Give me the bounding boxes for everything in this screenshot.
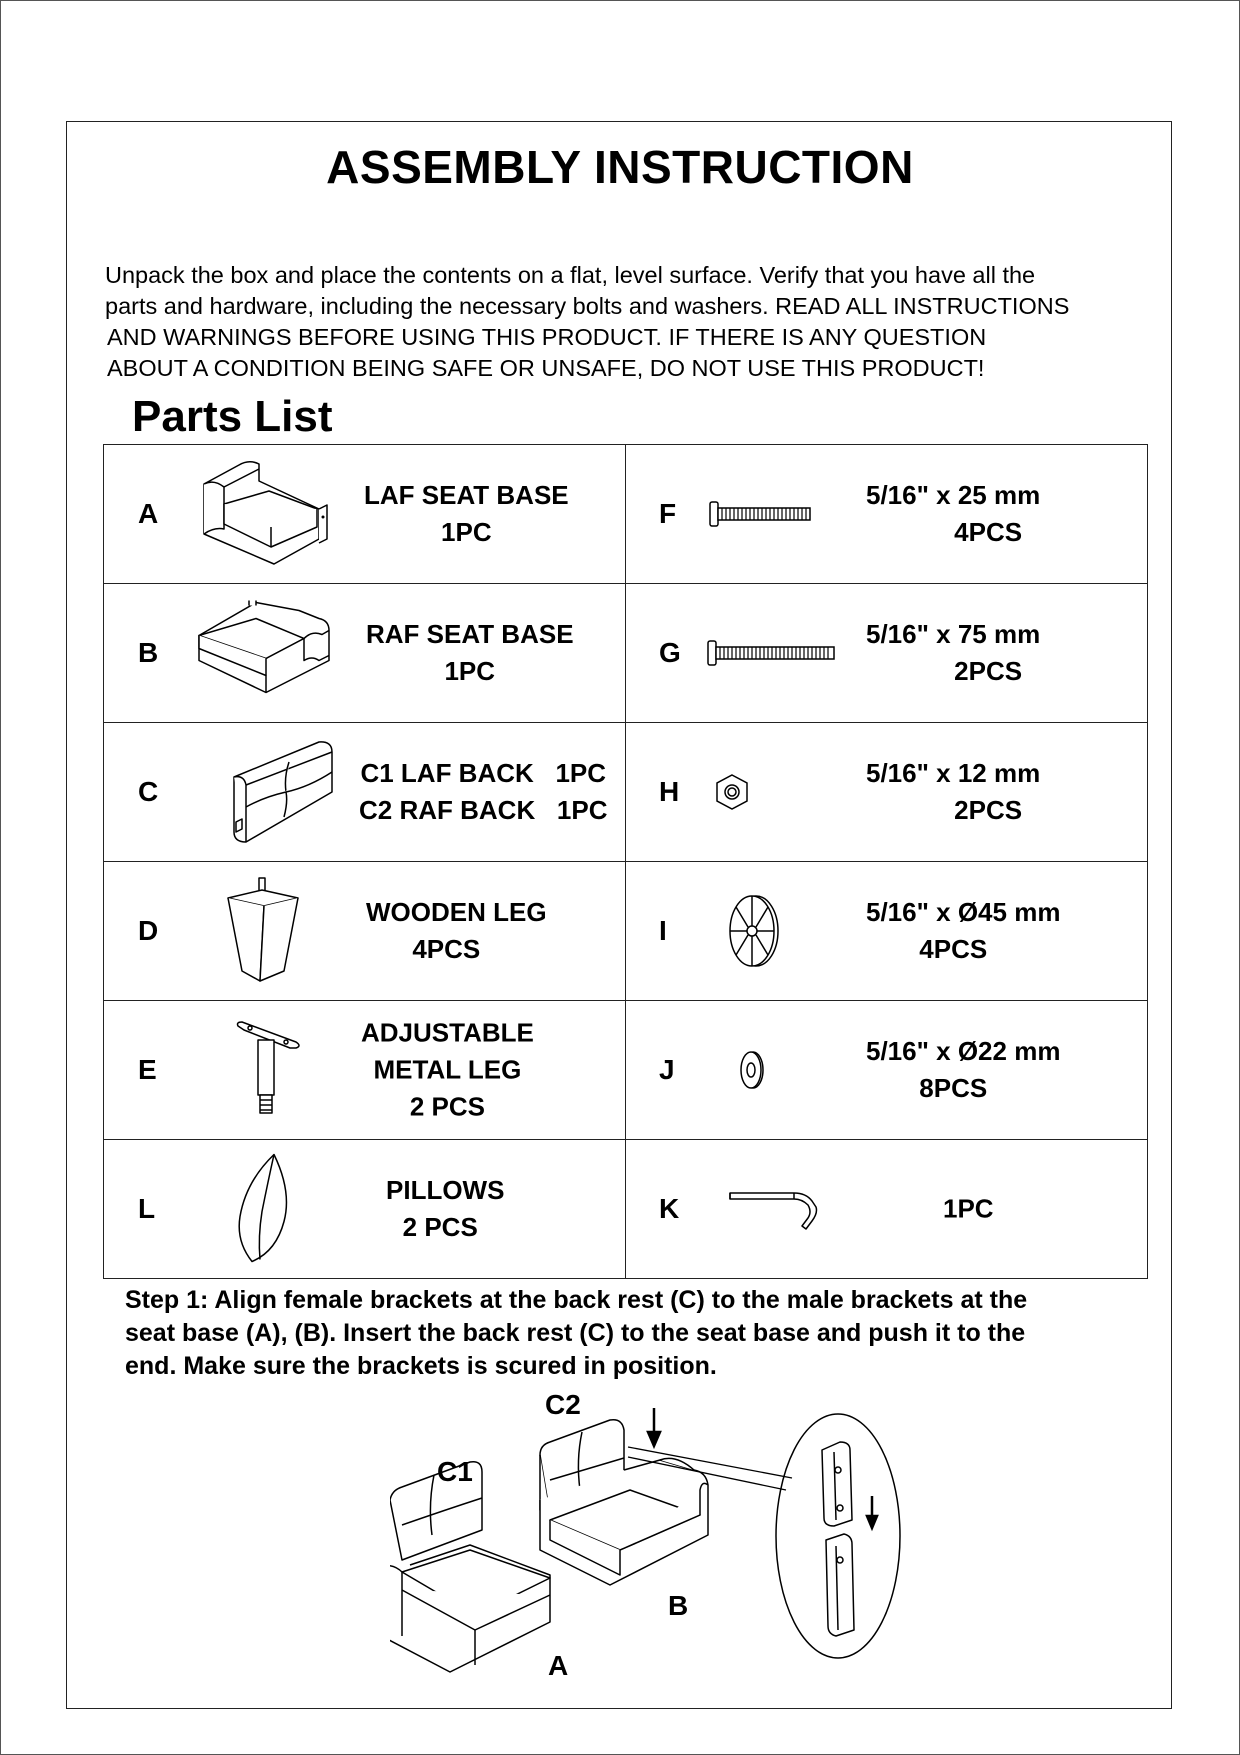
part-desc bbox=[366, 894, 547, 968]
part-qty: 2 PCS bbox=[402, 1212, 478, 1242]
part-desc bbox=[361, 1015, 534, 1126]
part-qty: 4PCS bbox=[954, 517, 1023, 547]
part-name: METAL LEG bbox=[373, 1054, 522, 1085]
part-letter: H bbox=[659, 776, 680, 807]
part-desc bbox=[366, 616, 574, 690]
part-letter: L bbox=[138, 1193, 156, 1224]
metal-leg-icon bbox=[234, 1020, 304, 1120]
part-qty: 2PCS bbox=[954, 795, 1023, 825]
diagram-label-a: A bbox=[548, 1650, 569, 1681]
table-row bbox=[104, 1001, 1148, 1140]
part-letter: E bbox=[138, 1054, 157, 1085]
part-letter: I bbox=[659, 915, 667, 946]
part-qty: 8PCS bbox=[919, 1073, 988, 1103]
step-1-text bbox=[125, 1284, 1027, 1383]
part-cell-a bbox=[104, 445, 626, 584]
intro-line: ABOUT A CONDITION BEING SAFE OR UNSAFE, DO NOT USE THIS PRODUCT! bbox=[107, 355, 985, 381]
part-name: C1 LAF BACK 1PC bbox=[360, 758, 607, 788]
table-row bbox=[104, 445, 1148, 584]
part-letter: C bbox=[138, 776, 159, 807]
part-size: 5/16" x Ø45 mm bbox=[866, 897, 1061, 927]
intro-text bbox=[0, 260, 1069, 384]
part-letter: B bbox=[138, 637, 159, 668]
part-size: 5/16" x 75 mm bbox=[866, 619, 1041, 649]
part-letter: K bbox=[659, 1193, 680, 1224]
part-cell-c bbox=[104, 723, 626, 862]
part-cell-g bbox=[626, 584, 1148, 723]
part-cell-k bbox=[626, 1140, 1148, 1279]
part-qty: 4PCS bbox=[919, 934, 988, 964]
step-1-diagram bbox=[390, 1390, 910, 1690]
raf-seat-base-icon bbox=[194, 601, 339, 706]
step-line: Step 1: Align female brackets at the back rest (C) to the male brackets at the bbox=[125, 1286, 1028, 1314]
part-letter: J bbox=[659, 1054, 675, 1085]
part-qty: 2PCS bbox=[954, 656, 1023, 686]
wooden-leg-icon bbox=[224, 876, 304, 986]
part-cell-l bbox=[104, 1140, 626, 1279]
short-bolt-icon bbox=[706, 499, 816, 529]
parts-list-title: Parts List bbox=[132, 392, 333, 441]
part-name: LAF SEAT BASE bbox=[364, 480, 569, 510]
part-name: PILLOWS bbox=[386, 1175, 505, 1205]
long-bolt-icon bbox=[704, 638, 839, 668]
table-row bbox=[104, 862, 1148, 1001]
sofa-assembly-illustration bbox=[390, 1390, 910, 1690]
part-name: ADJUSTABLE bbox=[361, 1017, 534, 1048]
step-line: end. Make sure the brackets is scured in position. bbox=[125, 1352, 717, 1380]
part-desc bbox=[359, 755, 607, 829]
parts-table bbox=[103, 444, 1148, 1279]
part-cell-e bbox=[104, 1001, 626, 1140]
part-letter: D bbox=[138, 915, 159, 946]
part-desc bbox=[866, 755, 1040, 829]
small-washer-icon bbox=[738, 1049, 766, 1091]
part-letter: G bbox=[659, 637, 681, 668]
part-size: 5/16" x 25 mm bbox=[866, 480, 1041, 510]
allen-key-icon bbox=[726, 1187, 821, 1231]
part-desc bbox=[386, 1172, 504, 1246]
part-desc bbox=[866, 616, 1040, 690]
large-washer-icon bbox=[726, 893, 782, 969]
part-name: RAF SEAT BASE bbox=[366, 619, 574, 649]
table-row bbox=[104, 1140, 1148, 1279]
part-cell-i bbox=[626, 862, 1148, 1001]
part-size: 5/16" x 12 mm bbox=[866, 758, 1041, 788]
part-desc bbox=[866, 894, 1060, 968]
part-qty: 1PC bbox=[943, 1193, 994, 1224]
step-line: seat base (A), (B). Insert the back rest (C) to the seat base and push it to the bbox=[125, 1319, 1026, 1347]
part-desc bbox=[364, 477, 569, 551]
part-name: WOODEN LEG bbox=[366, 897, 547, 927]
part-cell-j bbox=[626, 1001, 1148, 1140]
part-name: C2 RAF BACK 1PC bbox=[359, 795, 608, 825]
intro-line: AND WARNINGS BEFORE USING THIS PRODUCT. IF THERE IS ANY QUESTION bbox=[107, 324, 987, 350]
part-desc bbox=[943, 1191, 994, 1228]
intro-line: parts and hardware, including the necessary bolts and washers. READ ALL INSTRUCTIONS bbox=[105, 293, 1070, 319]
table-row bbox=[104, 584, 1148, 723]
hex-nut-icon bbox=[712, 772, 752, 812]
part-qty: 1PC bbox=[441, 517, 492, 547]
intro-line: Unpack the box and place the contents on a flat, level surface. Verify that you have all the bbox=[105, 262, 1036, 288]
part-desc bbox=[866, 1033, 1060, 1107]
part-cell-h bbox=[626, 723, 1148, 862]
laf-seat-base-icon bbox=[199, 459, 339, 569]
part-cell-f bbox=[626, 445, 1148, 584]
part-qty: 2 PCS bbox=[409, 1091, 485, 1122]
back-rest-icon bbox=[224, 737, 339, 847]
page-title: ASSEMBLY INSTRUCTION bbox=[326, 141, 914, 193]
part-qty: 1PC bbox=[444, 656, 496, 686]
diagram-label-c2: C2 bbox=[545, 1389, 581, 1420]
table-row bbox=[104, 723, 1148, 862]
part-letter: A bbox=[138, 498, 159, 529]
part-cell-b bbox=[104, 584, 626, 723]
diagram-label-c1: C1 bbox=[437, 1456, 473, 1487]
part-desc bbox=[866, 477, 1040, 551]
part-letter: F bbox=[659, 498, 677, 529]
diagram-label-b: B bbox=[668, 1590, 689, 1621]
part-qty: 4PCS bbox=[412, 934, 481, 964]
part-size: 5/16" x Ø22 mm bbox=[866, 1036, 1061, 1066]
pillow-icon bbox=[234, 1152, 294, 1267]
part-cell-d bbox=[104, 862, 626, 1001]
